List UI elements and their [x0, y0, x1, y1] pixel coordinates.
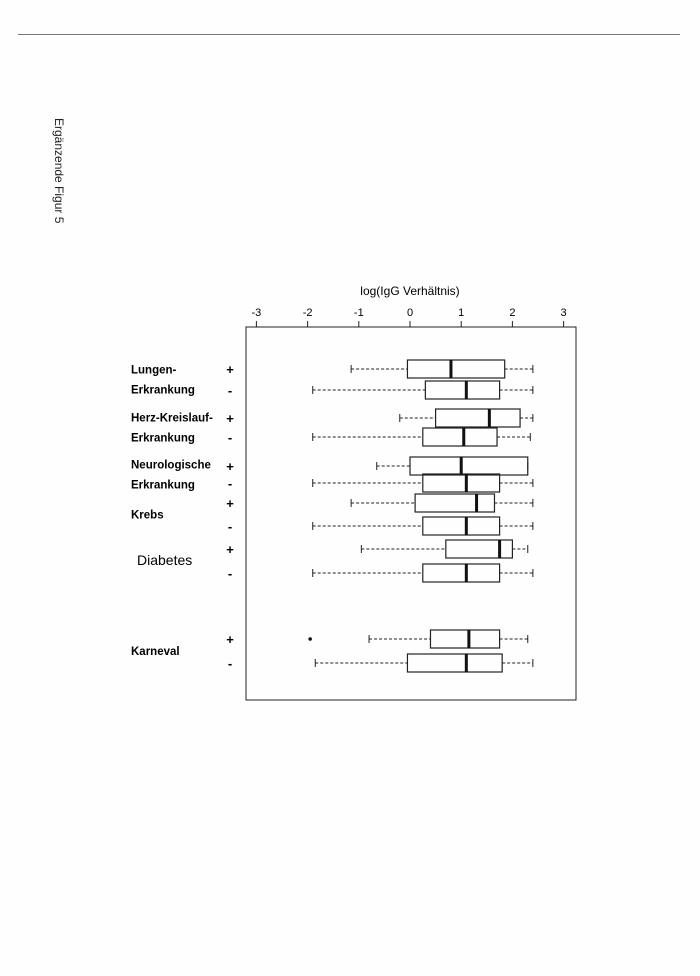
group-label: Erkrankung	[131, 432, 195, 445]
group-label: Neurologische	[131, 459, 211, 472]
group-labels	[131, 365, 213, 659]
group-label: Herz-Kreislauf-	[131, 412, 213, 425]
tick-label: 0	[406, 307, 414, 319]
box	[407, 654, 502, 672]
box	[423, 564, 500, 582]
sign-label: -	[227, 476, 233, 491]
group-label: Erkrankung	[131, 384, 195, 397]
box	[423, 517, 500, 535]
tick-label: 2	[509, 307, 516, 319]
sign-label: +	[226, 459, 234, 474]
box	[423, 474, 500, 492]
outlier-point	[308, 637, 312, 641]
sign-label: -	[227, 383, 233, 398]
sign-label: -	[227, 656, 233, 671]
tick-label: 3	[560, 307, 567, 319]
sign-label: -	[227, 566, 233, 581]
tick-label: -1	[353, 307, 364, 319]
box	[423, 428, 497, 446]
box	[410, 457, 528, 475]
group-label: Krebs	[131, 509, 164, 522]
tick-label: -3	[251, 307, 262, 319]
x-axis-ticks	[252, 307, 567, 327]
sign-labels	[226, 362, 234, 671]
group-label: Karneval	[131, 646, 180, 658]
boxes	[308, 360, 533, 672]
sign-label: -	[227, 519, 233, 534]
sign-label: -	[227, 430, 233, 445]
sign-label: +	[226, 362, 234, 377]
group-label: Diabetes	[137, 552, 193, 568]
box	[430, 630, 499, 648]
box	[446, 540, 513, 558]
box	[415, 494, 494, 512]
sign-label: +	[226, 542, 234, 557]
sign-label: +	[226, 411, 234, 426]
sign-label: +	[226, 632, 234, 647]
box	[407, 360, 504, 378]
tick-label: 1	[458, 307, 465, 319]
tick-label: -2	[302, 307, 313, 319]
group-label: Lungen-	[131, 364, 177, 377]
side-caption: Ergänzende Figur 5	[52, 118, 66, 224]
sign-label: +	[226, 496, 234, 511]
chart-title: log(IgG Verhältnis)	[360, 284, 460, 298]
box	[436, 409, 520, 427]
box	[425, 381, 499, 399]
plot-frame	[246, 327, 576, 700]
group-label: Erkrankung	[131, 479, 195, 492]
